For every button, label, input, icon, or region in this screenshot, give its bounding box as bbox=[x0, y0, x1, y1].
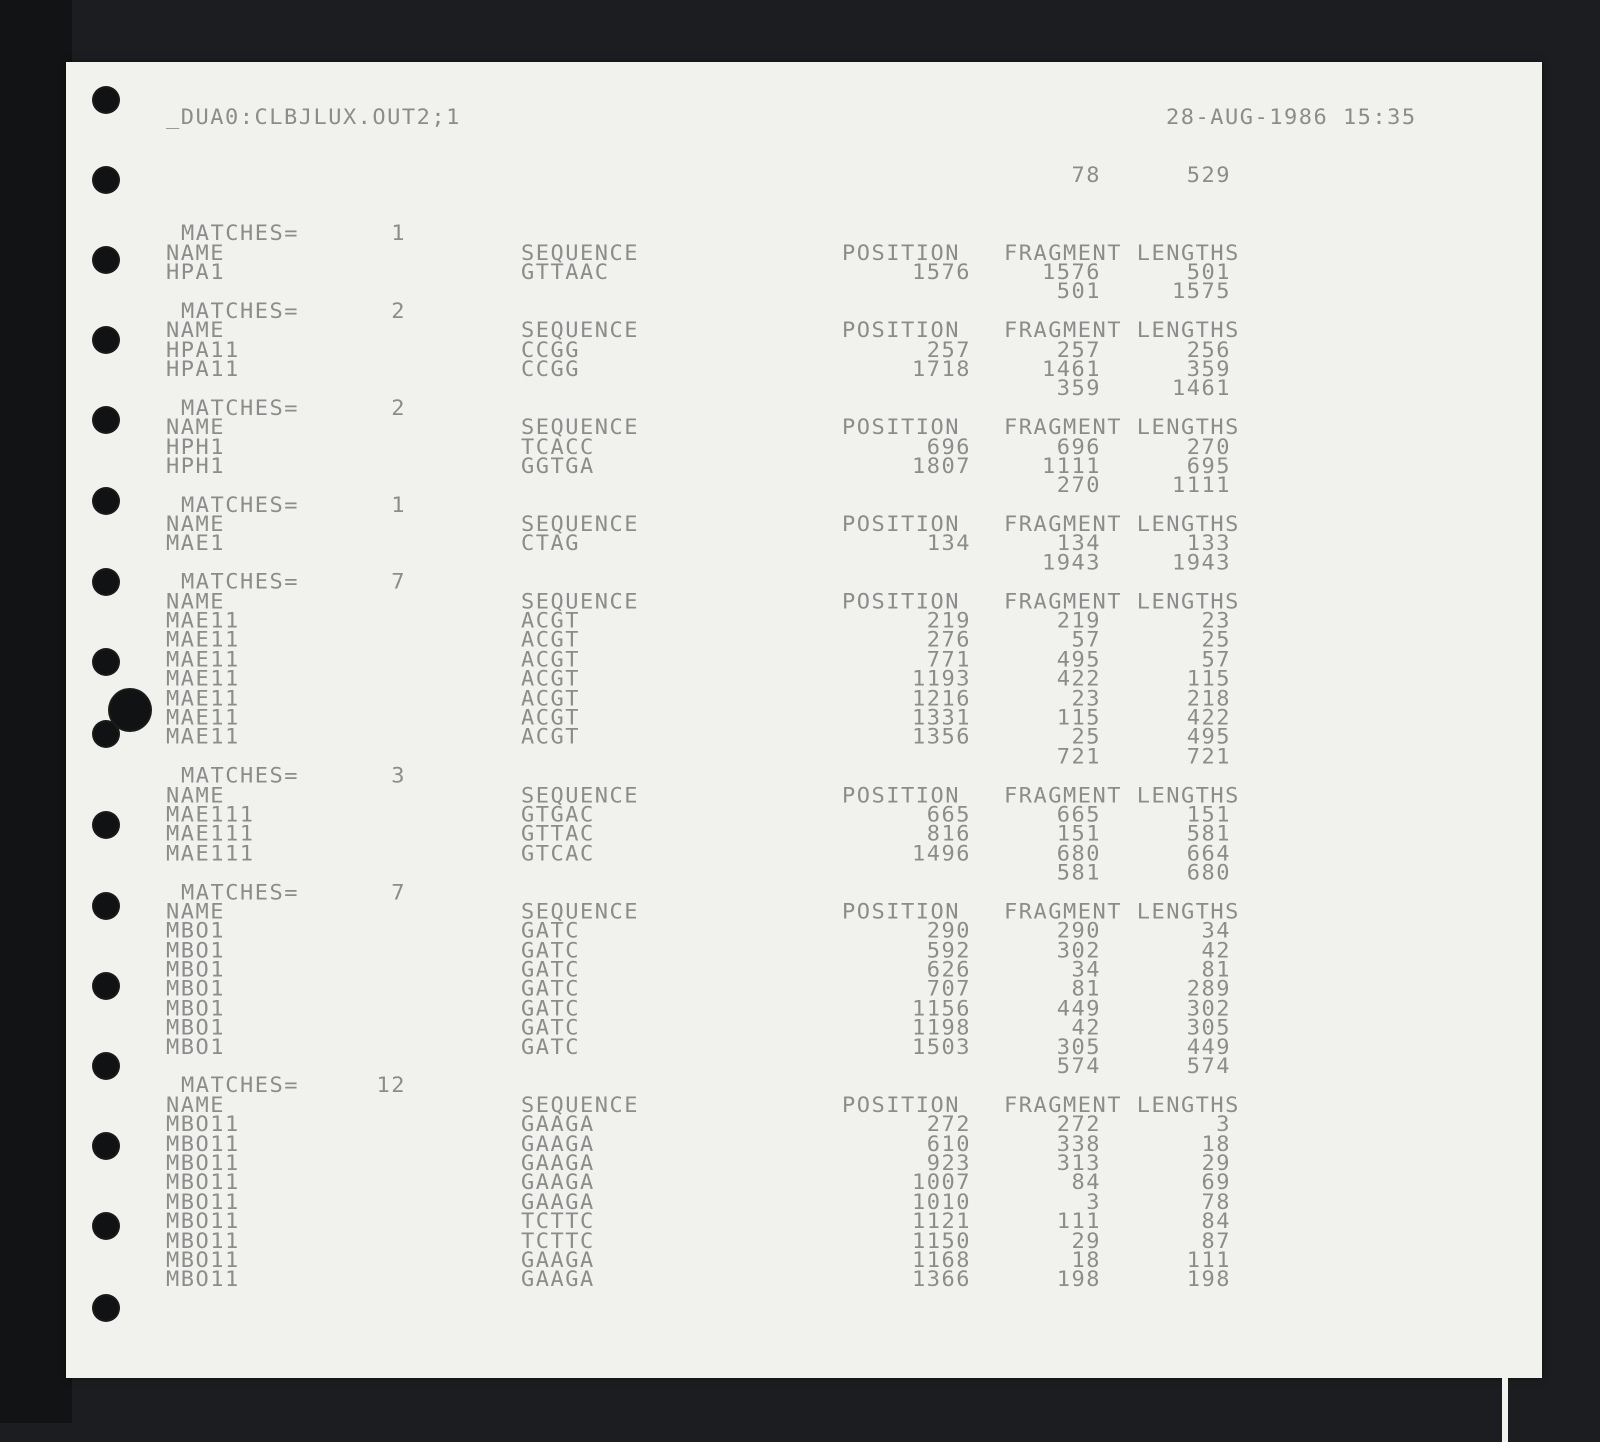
cut-position: 219 bbox=[926, 609, 971, 634]
enzyme-name: MBO1 bbox=[166, 919, 225, 944]
column-header-position: POSITION bbox=[842, 1093, 960, 1118]
fragment-length-a: 574 bbox=[1056, 1055, 1101, 1079]
fragment-length-a: 1461 bbox=[1042, 357, 1101, 382]
matches-label: MATCHES= bbox=[181, 493, 299, 518]
recognition-sequence: GAAGA bbox=[521, 1248, 595, 1273]
column-header-position: POSITION bbox=[842, 319, 960, 343]
match-block bbox=[166, 299, 1240, 401]
cut-position: 592 bbox=[926, 938, 971, 963]
fragment-length-b: 218 bbox=[1186, 687, 1231, 711]
fragment-length-a: 422 bbox=[1056, 667, 1101, 692]
table-row bbox=[166, 454, 1231, 479]
cut-position: 1576 bbox=[912, 260, 971, 285]
punch-hole bbox=[94, 1296, 118, 1320]
printout-header bbox=[166, 105, 1417, 130]
fragment-length-a: 3 bbox=[1086, 1190, 1101, 1215]
enzyme-name: MAE11 bbox=[166, 706, 240, 731]
cut-position: 1718 bbox=[912, 357, 971, 382]
enzyme-name: MBO11 bbox=[166, 1210, 240, 1234]
recognition-sequence: GATC bbox=[521, 958, 580, 983]
enzyme-name: MBO11 bbox=[166, 1113, 240, 1138]
enzyme-name: MBO11 bbox=[166, 1268, 240, 1292]
punch-hole bbox=[94, 1134, 118, 1158]
fragment-length-a: 1576 bbox=[1042, 260, 1101, 285]
enzyme-name: MAE11 bbox=[166, 609, 240, 634]
fragment-length-b: 34 bbox=[1201, 919, 1231, 944]
matches-label: MATCHES= bbox=[181, 1074, 299, 1099]
fragment-length-a: 29 bbox=[1071, 1229, 1101, 1254]
fragment-length-a: 680 bbox=[1056, 842, 1101, 866]
column-header-sequence: SEQUENCE bbox=[521, 241, 639, 266]
cut-position: 1198 bbox=[912, 1016, 971, 1041]
column-header-sequence: SEQUENCE bbox=[521, 415, 639, 440]
matches-label: MATCHES= bbox=[181, 396, 299, 421]
fragment-length-a: 134 bbox=[1056, 532, 1101, 556]
enzyme-name: MBO1 bbox=[166, 997, 225, 1021]
recognition-sequence: GATC bbox=[521, 977, 580, 1002]
matches-label: MATCHES= bbox=[181, 764, 299, 789]
file-path: _DUA0:CLBJLUX.OUT2;1 bbox=[166, 105, 461, 130]
recognition-sequence: ACGT bbox=[521, 648, 580, 673]
recognition-sequence: GATC bbox=[521, 997, 580, 1021]
fragment-length-b: 81 bbox=[1201, 958, 1231, 983]
recognition-sequence: GAAGA bbox=[521, 1113, 595, 1138]
fragment-length-a: 313 bbox=[1056, 1152, 1101, 1176]
fragment-length-b: 1575 bbox=[1172, 280, 1231, 305]
enzyme-name: MAE1 bbox=[166, 532, 225, 556]
punch-hole bbox=[94, 974, 118, 998]
fragment-length-b: 151 bbox=[1186, 803, 1231, 828]
cut-position: 1156 bbox=[912, 997, 971, 1021]
enzyme-name: MBO1 bbox=[166, 1035, 225, 1060]
enzyme-name: MBO1 bbox=[166, 977, 225, 1002]
fragment-length-b: 42 bbox=[1201, 938, 1231, 963]
table-row bbox=[166, 842, 1231, 866]
fragment-length-b: 256 bbox=[1186, 338, 1231, 363]
enzyme-name: MBO11 bbox=[166, 1248, 240, 1273]
table-row bbox=[166, 260, 1231, 285]
punch-hole bbox=[94, 408, 118, 432]
enzyme-name: MBO11 bbox=[166, 1171, 240, 1196]
fragment-length-b: 1461 bbox=[1172, 377, 1231, 401]
column-header-name: NAME bbox=[166, 241, 225, 266]
recognition-sequence: ACGT bbox=[521, 706, 580, 731]
punch-hole bbox=[94, 813, 118, 837]
match-blocks bbox=[166, 222, 1240, 1292]
fragment-length-b: 529 bbox=[1186, 164, 1231, 188]
fragment-length-b: 581 bbox=[1186, 822, 1231, 847]
fragment-length-b: 289 bbox=[1186, 977, 1231, 1002]
cut-position: 1010 bbox=[912, 1190, 971, 1215]
cut-position: 1356 bbox=[912, 725, 971, 750]
matches-count: 12 bbox=[376, 1074, 406, 1099]
fragment-length-b: 721 bbox=[1186, 745, 1231, 769]
punch-hole bbox=[94, 248, 118, 272]
enzyme-name: MBO11 bbox=[166, 1132, 240, 1157]
fragment-length-b: 305 bbox=[1186, 1016, 1231, 1041]
punch-hole bbox=[94, 570, 118, 594]
fragment-length-a: 57 bbox=[1071, 629, 1101, 653]
column-header-fragment-lengths: FRAGMENT LENGTHS bbox=[1004, 900, 1240, 924]
matches-label: MATCHES= bbox=[181, 880, 299, 905]
match-block bbox=[166, 570, 1240, 769]
punch-hole bbox=[94, 650, 118, 674]
cut-position: 696 bbox=[926, 435, 971, 460]
matches-count: 3 bbox=[391, 764, 406, 789]
fragment-length-a: 359 bbox=[1056, 377, 1101, 401]
column-header-sequence: SEQUENCE bbox=[521, 900, 639, 924]
column-header-sequence: SEQUENCE bbox=[521, 590, 639, 615]
fragment-length-b: 25 bbox=[1201, 629, 1231, 653]
cut-position: 1496 bbox=[912, 842, 971, 866]
recognition-sequence: GAAGA bbox=[521, 1171, 595, 1196]
table-row bbox=[166, 1268, 1231, 1292]
enzyme-name: MBO11 bbox=[166, 1152, 240, 1176]
print-date: 28-AUG-1986 15:35 bbox=[1166, 105, 1417, 130]
match-block bbox=[166, 222, 1240, 305]
punch-hole bbox=[94, 168, 118, 192]
matches-count: 7 bbox=[391, 880, 406, 905]
column-header-name: NAME bbox=[166, 415, 225, 440]
match-block bbox=[166, 493, 1240, 576]
recognition-sequence: GATC bbox=[521, 938, 580, 963]
fragment-length-a: 495 bbox=[1056, 648, 1101, 673]
punch-hole bbox=[94, 88, 118, 112]
fragment-length-a: 115 bbox=[1056, 706, 1101, 731]
fragment-length-a: 23 bbox=[1071, 687, 1101, 711]
fragment-length-b: 270 bbox=[1186, 435, 1231, 460]
cut-position: 1150 bbox=[912, 1229, 971, 1254]
cut-position: 290 bbox=[926, 919, 971, 944]
column-header-fragment-lengths: FRAGMENT LENGTHS bbox=[1004, 590, 1240, 615]
fragment-length-a: 581 bbox=[1056, 861, 1101, 886]
matches-label: MATCHES= bbox=[181, 299, 299, 324]
column-header-name: NAME bbox=[166, 1093, 225, 1118]
fragment-length-a: 305 bbox=[1056, 1035, 1101, 1060]
cut-position: 707 bbox=[926, 977, 971, 1002]
recognition-sequence: ACGT bbox=[521, 609, 580, 634]
match-block bbox=[166, 1074, 1240, 1292]
fragment-length-b: 87 bbox=[1201, 1229, 1231, 1254]
enzyme-name: MAE11 bbox=[166, 648, 240, 673]
column-header-name: NAME bbox=[166, 590, 225, 615]
fragment-length-a: 18 bbox=[1071, 1248, 1101, 1273]
fragment-length-a: 501 bbox=[1056, 280, 1101, 305]
enzyme-name: HPA1 bbox=[166, 260, 225, 285]
fragment-length-a: 270 bbox=[1056, 474, 1101, 498]
recognition-sequence: GTCAC bbox=[521, 842, 595, 866]
cut-position: 1193 bbox=[912, 667, 971, 692]
column-header-fragment-lengths: FRAGMENT LENGTHS bbox=[1004, 415, 1240, 440]
cut-position: 1503 bbox=[912, 1035, 971, 1060]
fragment-length-b: 1943 bbox=[1172, 551, 1231, 576]
enzyme-name: MBO1 bbox=[166, 958, 225, 983]
matches-count: 2 bbox=[391, 396, 406, 421]
punch-hole bbox=[94, 1214, 118, 1238]
fragment-length-a: 42 bbox=[1071, 1016, 1101, 1041]
recognition-sequence: GGTGA bbox=[521, 454, 595, 479]
recognition-sequence: GATC bbox=[521, 1035, 580, 1060]
fragment-length-a: 78 bbox=[1071, 164, 1101, 188]
column-header-sequence: SEQUENCE bbox=[521, 512, 639, 537]
fragment-length-b: 501 bbox=[1186, 260, 1231, 285]
recognition-sequence: CCGG bbox=[521, 338, 580, 363]
enzyme-name: MAE111 bbox=[166, 803, 255, 828]
fragment-length-a: 290 bbox=[1056, 919, 1101, 944]
fragment-length-b: 84 bbox=[1201, 1210, 1231, 1234]
matches-count: 7 bbox=[391, 570, 406, 595]
leading-row bbox=[166, 164, 1231, 188]
punch-hole bbox=[110, 690, 150, 730]
matches-label: MATCHES= bbox=[181, 222, 299, 246]
column-header-position: POSITION bbox=[842, 512, 960, 537]
fragment-length-b: 57 bbox=[1201, 648, 1231, 673]
recognition-sequence: ACGT bbox=[521, 667, 580, 692]
fragment-length-b: 449 bbox=[1186, 1035, 1231, 1060]
enzyme-name: HPH1 bbox=[166, 435, 225, 460]
fragment-length-a: 302 bbox=[1056, 938, 1101, 963]
fragment-length-a: 151 bbox=[1056, 822, 1101, 847]
cut-position: 1168 bbox=[912, 1248, 971, 1273]
recognition-sequence: GAAGA bbox=[521, 1152, 595, 1176]
column-header-name: NAME bbox=[166, 900, 225, 924]
fragment-length-b: 78 bbox=[1201, 1190, 1231, 1215]
enzyme-name: MAE11 bbox=[166, 629, 240, 653]
table-row bbox=[166, 1035, 1231, 1060]
fragment-length-b: 198 bbox=[1186, 1268, 1231, 1292]
fragment-length-b: 1111 bbox=[1172, 474, 1231, 498]
column-header-position: POSITION bbox=[842, 783, 960, 808]
fragment-length-a: 25 bbox=[1071, 725, 1101, 750]
enzyme-name: MAE11 bbox=[166, 687, 240, 711]
column-header-sequence: SEQUENCE bbox=[521, 319, 639, 343]
fragment-length-a: 449 bbox=[1056, 997, 1101, 1021]
table-row bbox=[166, 357, 1231, 382]
punch-hole bbox=[94, 328, 118, 352]
column-header-sequence: SEQUENCE bbox=[521, 783, 639, 808]
recognition-sequence: GAAGA bbox=[521, 1268, 595, 1292]
recognition-sequence: GATC bbox=[521, 1016, 580, 1041]
fragment-length-b: 495 bbox=[1186, 725, 1231, 750]
column-header-name: NAME bbox=[166, 783, 225, 808]
cut-position: 816 bbox=[926, 822, 971, 847]
printout-sheet bbox=[66, 62, 1542, 1378]
fragment-length-a: 81 bbox=[1071, 977, 1101, 1002]
recognition-sequence: TCTTC bbox=[521, 1229, 595, 1254]
fragment-length-a: 665 bbox=[1056, 803, 1101, 828]
fragment-length-a: 272 bbox=[1056, 1113, 1101, 1138]
enzyme-name: HPA11 bbox=[166, 338, 240, 363]
cut-position: 276 bbox=[926, 629, 971, 653]
recognition-sequence: ACGT bbox=[521, 629, 580, 653]
recognition-sequence: GTTAC bbox=[521, 822, 595, 847]
fragment-length-a: 198 bbox=[1056, 1268, 1101, 1292]
enzyme-name: MBO1 bbox=[166, 938, 225, 963]
fragment-length-b: 664 bbox=[1186, 842, 1231, 866]
match-block bbox=[166, 764, 1240, 886]
column-header-position: POSITION bbox=[842, 590, 960, 615]
column-header-position: POSITION bbox=[842, 415, 960, 440]
column-header-name: NAME bbox=[166, 319, 225, 343]
cut-position: 1807 bbox=[912, 454, 971, 479]
enzyme-name: MBO11 bbox=[166, 1229, 240, 1254]
cut-position: 272 bbox=[926, 1113, 971, 1138]
cut-position: 134 bbox=[926, 532, 971, 556]
fragment-length-a: 84 bbox=[1071, 1171, 1101, 1196]
fragment-length-a: 696 bbox=[1056, 435, 1101, 460]
fragment-length-b: 302 bbox=[1186, 997, 1231, 1021]
recognition-sequence: ACGT bbox=[521, 725, 580, 750]
match-block bbox=[166, 396, 1240, 498]
column-header-fragment-lengths: FRAGMENT LENGTHS bbox=[1004, 241, 1240, 266]
printout-text bbox=[166, 70, 1417, 1329]
column-header-position: POSITION bbox=[842, 241, 960, 266]
fragment-length-b: 18 bbox=[1201, 1132, 1231, 1157]
column-header-position: POSITION bbox=[842, 900, 960, 924]
fragment-length-b: 111 bbox=[1186, 1248, 1231, 1273]
cut-position: 257 bbox=[926, 338, 971, 363]
fragment-length-b: 574 bbox=[1186, 1055, 1231, 1079]
cut-position: 1366 bbox=[912, 1268, 971, 1292]
punch-hole bbox=[94, 722, 118, 746]
column-header-fragment-lengths: FRAGMENT LENGTHS bbox=[1004, 783, 1240, 808]
recognition-sequence: TCACC bbox=[521, 435, 595, 460]
column-header-fragment-lengths: FRAGMENT LENGTHS bbox=[1004, 512, 1240, 537]
recognition-sequence: CCGG bbox=[521, 357, 580, 382]
cut-position: 610 bbox=[926, 1132, 971, 1157]
enzyme-name: MAE111 bbox=[166, 842, 255, 866]
recognition-sequence: GAAGA bbox=[521, 1132, 595, 1157]
matches-count: 1 bbox=[391, 493, 406, 518]
column-header-sequence: SEQUENCE bbox=[521, 1093, 639, 1118]
recognition-sequence: TCTTC bbox=[521, 1210, 595, 1234]
enzyme-name: HPA11 bbox=[166, 357, 240, 382]
backdrop bbox=[0, 0, 72, 1423]
matches-count: 2 bbox=[391, 299, 406, 324]
match-block bbox=[166, 880, 1240, 1079]
table-row bbox=[166, 532, 1231, 556]
cut-position: 665 bbox=[926, 803, 971, 828]
cut-position: 1007 bbox=[912, 1171, 971, 1196]
fragment-length-b: 133 bbox=[1186, 532, 1231, 556]
fragment-length-b: 359 bbox=[1186, 357, 1231, 382]
cut-position: 923 bbox=[926, 1152, 971, 1176]
fragment-length-a: 1943 bbox=[1042, 551, 1101, 576]
punch-hole bbox=[94, 894, 118, 918]
fragment-length-b: 680 bbox=[1186, 861, 1231, 886]
cut-position: 1121 bbox=[912, 1210, 971, 1234]
recognition-sequence: GTGAC bbox=[521, 803, 595, 828]
fragment-length-b: 69 bbox=[1201, 1171, 1231, 1196]
recognition-sequence: GAAGA bbox=[521, 1190, 595, 1215]
column-header-fragment-lengths: FRAGMENT LENGTHS bbox=[1004, 319, 1240, 343]
matches-count: 1 bbox=[391, 222, 406, 246]
punch-hole bbox=[94, 489, 118, 513]
fragment-length-b: 115 bbox=[1186, 667, 1231, 692]
fragment-length-a: 34 bbox=[1071, 958, 1101, 983]
recognition-sequence: GATC bbox=[521, 919, 580, 944]
table-row bbox=[166, 725, 1231, 750]
enzyme-name: HPH1 bbox=[166, 454, 225, 479]
cut-position: 1216 bbox=[912, 687, 971, 711]
fragment-length-a: 721 bbox=[1056, 745, 1101, 769]
fragment-length-b: 29 bbox=[1201, 1152, 1231, 1176]
matches-label: MATCHES= bbox=[181, 570, 299, 595]
fragment-length-a: 1111 bbox=[1042, 454, 1101, 479]
enzyme-name: MAE11 bbox=[166, 725, 240, 750]
enzyme-name: MBO11 bbox=[166, 1190, 240, 1215]
fragment-length-a: 257 bbox=[1056, 338, 1101, 363]
fragment-length-b: 3 bbox=[1216, 1113, 1231, 1138]
column-header-fragment-lengths: FRAGMENT LENGTHS bbox=[1004, 1093, 1240, 1118]
enzyme-name: MAE111 bbox=[166, 822, 255, 847]
cut-position: 771 bbox=[926, 648, 971, 673]
fragment-length-a: 219 bbox=[1056, 609, 1101, 634]
punch-hole bbox=[94, 1054, 118, 1078]
fragment-length-b: 23 bbox=[1201, 609, 1231, 634]
recognition-sequence: ACGT bbox=[521, 687, 580, 711]
recognition-sequence: CTAG bbox=[521, 532, 580, 556]
enzyme-name: MBO1 bbox=[166, 1016, 225, 1041]
fragment-length-a: 111 bbox=[1056, 1210, 1101, 1234]
fragment-length-a: 338 bbox=[1056, 1132, 1101, 1157]
fragment-length-b: 422 bbox=[1186, 706, 1231, 731]
fragment-length-b: 695 bbox=[1186, 454, 1231, 479]
torn-edge bbox=[1502, 1072, 1508, 1442]
recognition-sequence: GTTAAC bbox=[521, 260, 610, 285]
column-header-name: NAME bbox=[166, 512, 225, 537]
cut-position: 1331 bbox=[912, 706, 971, 731]
enzyme-name: MAE11 bbox=[166, 667, 240, 692]
cut-position: 626 bbox=[926, 958, 971, 983]
